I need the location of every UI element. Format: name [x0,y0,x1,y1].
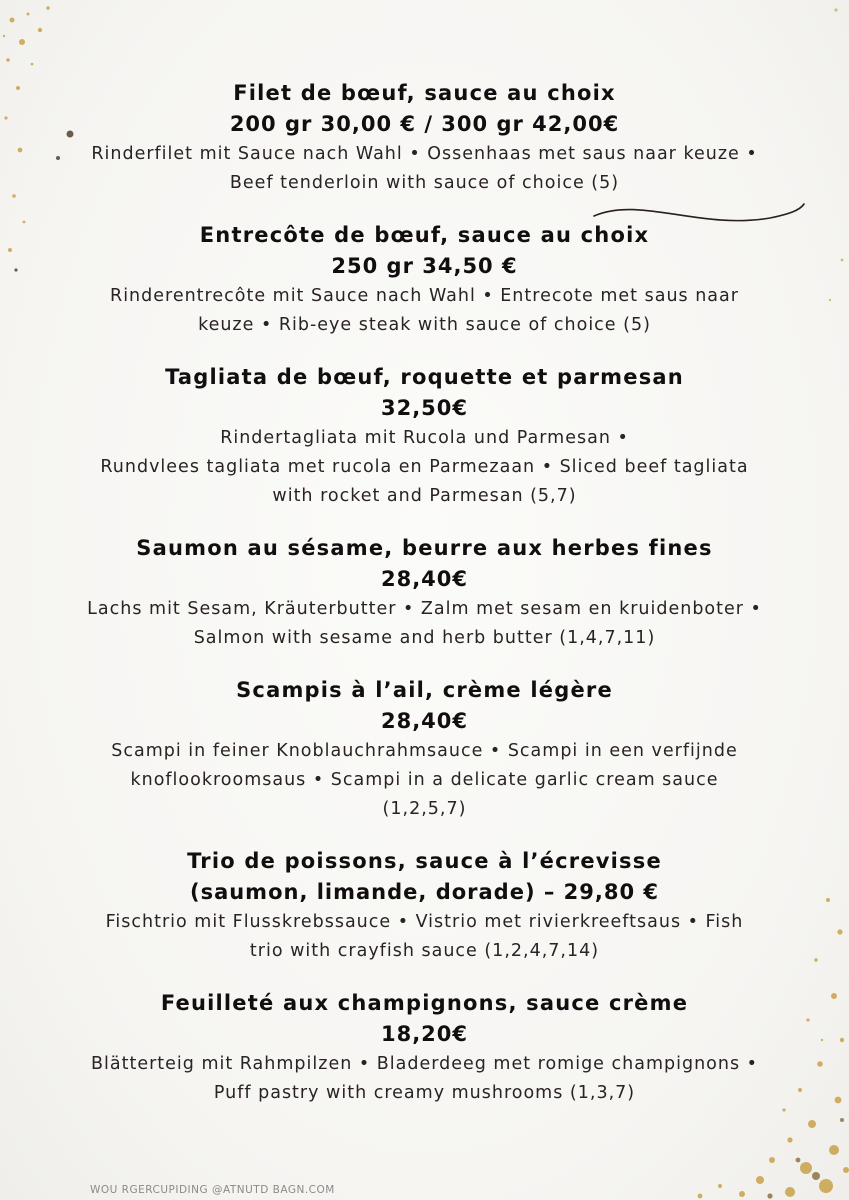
dish-title: Entrecôte de bœuf, sauce au choix [199,223,650,247]
description-line: trio with crayfish sauce (1,2,4,7,14) [249,941,600,961]
dish-price: (saumon, limande, dorade) – 29,80 € [189,880,660,904]
dish-title: Filet de bœuf, sauce au choix [233,81,616,105]
description-line: Rindertagliata mit Rucola und Parmesan • [220,428,629,448]
description-line: Scampi in feiner Knoblauchrahmsauce • Scampi in een verfijnde [111,741,738,761]
menu-item [0,362,849,511]
dish-price: 18,20€ [380,1022,469,1046]
description-line: knoflookroomsaus • Scampi in a delicate garlic cream sauce [130,770,719,790]
description-line: Fischtrio mit Flusskrebssauce • Vistrio met rivierkreeftsaus • Fish [105,912,744,932]
description-line: Puff pastry with creamy mushrooms (1,3,7) [213,1083,636,1103]
description-line: Rinderfilet mit Sauce nach Wahl • Ossenhaas met saus naar keuze • [91,144,758,164]
description-line: keuze • Rib-eye steak with sauce of choice (5) [198,315,651,335]
dish-title: Scampis à l’ail, crème légère [236,678,613,702]
dish-description [60,595,790,653]
dish-description [60,424,790,511]
description-line: Salmon with sesame and herb butter (1,4,7,11) [193,628,656,648]
dish-price: 32,50€ [380,396,469,420]
footer-text: WOU RGERCUPIDING @ATNUTD BAGN.COM [90,1184,335,1196]
menu-item [0,533,849,653]
dish-title: Tagliata de bœuf, roquette et parmesan [165,365,684,389]
description-line: Rinderentrecôte mit Sauce nach Wahl • Entrecote met saus naar [110,286,739,306]
dish-price: 250 gr 34,50 € [331,254,518,278]
description-line: Blätterteig mit Rahmpilzen • Bladerdeeg met romige champignons • [91,1054,758,1074]
dish-description [60,140,790,198]
description-line: Beef tenderloin with sauce of choice (5) [229,173,620,193]
dish-description [60,737,790,824]
menu-item [0,78,849,198]
dish-title: Feuilleté aux champignons, sauce crème [160,991,689,1015]
description-line: Rundvlees tagliata met rucola en Parmezaan • Sliced beef tagliata [100,457,749,477]
menu-item [0,220,849,340]
description-line: Lachs mit Sesam, Kräuterbutter • Zalm met sesam en kruidenboter • [87,599,762,619]
description-line: (1,2,5,7) [382,799,467,819]
menu-list [0,78,849,1130]
dish-price: 28,40€ [380,709,469,733]
dish-description [60,282,790,340]
dish-description [60,908,790,966]
menu-item [0,846,849,966]
dish-price: 200 gr 30,00 € / 300 gr 42,00€ [229,112,620,136]
description-line: with rocket and Parmesan (5,7) [272,486,577,506]
menu-item [0,988,849,1108]
dish-title: Saumon au sésame, beurre aux herbes fines [136,536,713,560]
dish-price: 28,40€ [380,567,469,591]
dish-description [60,1050,790,1108]
dish-title: Trio de poissons, sauce à l’écrevisse [187,849,662,873]
menu-item [0,675,849,824]
